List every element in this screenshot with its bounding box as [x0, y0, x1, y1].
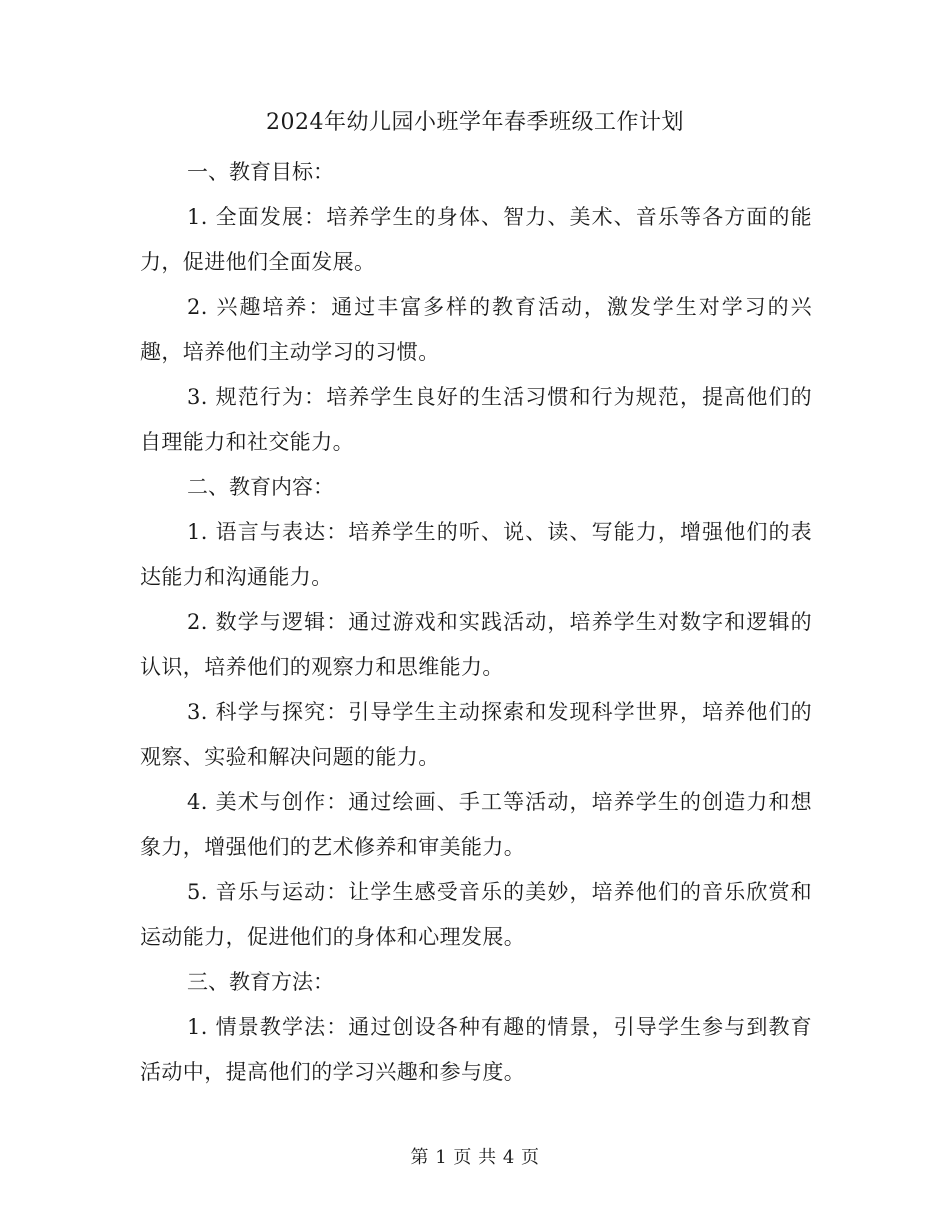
document-body	[140, 150, 812, 1095]
paragraph: 4. 美术与创作：通过绘画、手工等活动，培养学生的创造力和想象力，增强他们的艺术修养和审美能力。	[140, 790, 812, 859]
paragraph: 1. 情景教学法：通过创设各种有趣的情景，引导学生参与到教育活动中，提高他们的学习兴趣和参与度。	[140, 1015, 812, 1084]
section-heading: 一、教育目标：	[187, 160, 334, 184]
paragraph: 5. 音乐与运动：让学生感受音乐的美妙，培养他们的音乐欣赏和运动能力，促进他们的身体和心理发展。	[140, 880, 812, 949]
paragraph: 1. 语言与表达：培养学生的听、说、读、写能力，增强他们的表达能力和沟通能力。	[140, 520, 812, 589]
paragraph: 1. 全面发展：培养学生的身体、智力、美术、音乐等各方面的能力，促进他们全面发展。	[140, 205, 812, 274]
paragraph: 3. 科学与探究：引导学生主动探索和发现科学世界，培养他们的观察、实验和解决问题的能力。	[140, 700, 812, 769]
paragraph: 3. 规范行为：培养学生良好的生活习惯和行为规范，提高他们的自理能力和社交能力。	[140, 385, 812, 454]
section-heading: 三、教育方法：	[187, 970, 334, 994]
paragraph: 2. 数学与逻辑：通过游戏和实践活动，培养学生对数字和逻辑的认识，培养他们的观察力和思维能力。	[140, 610, 812, 679]
paragraph: 2. 兴趣培养：通过丰富多样的教育活动，激发学生对学习的兴趣，培养他们主动学习的习惯。	[140, 295, 812, 364]
section-heading: 二、教育内容：	[187, 475, 334, 499]
page-number-footer: 第 1 页 共 4 页	[410, 1147, 540, 1168]
document-title: 2024年幼儿园小班学年春季班级工作计划	[266, 110, 684, 135]
